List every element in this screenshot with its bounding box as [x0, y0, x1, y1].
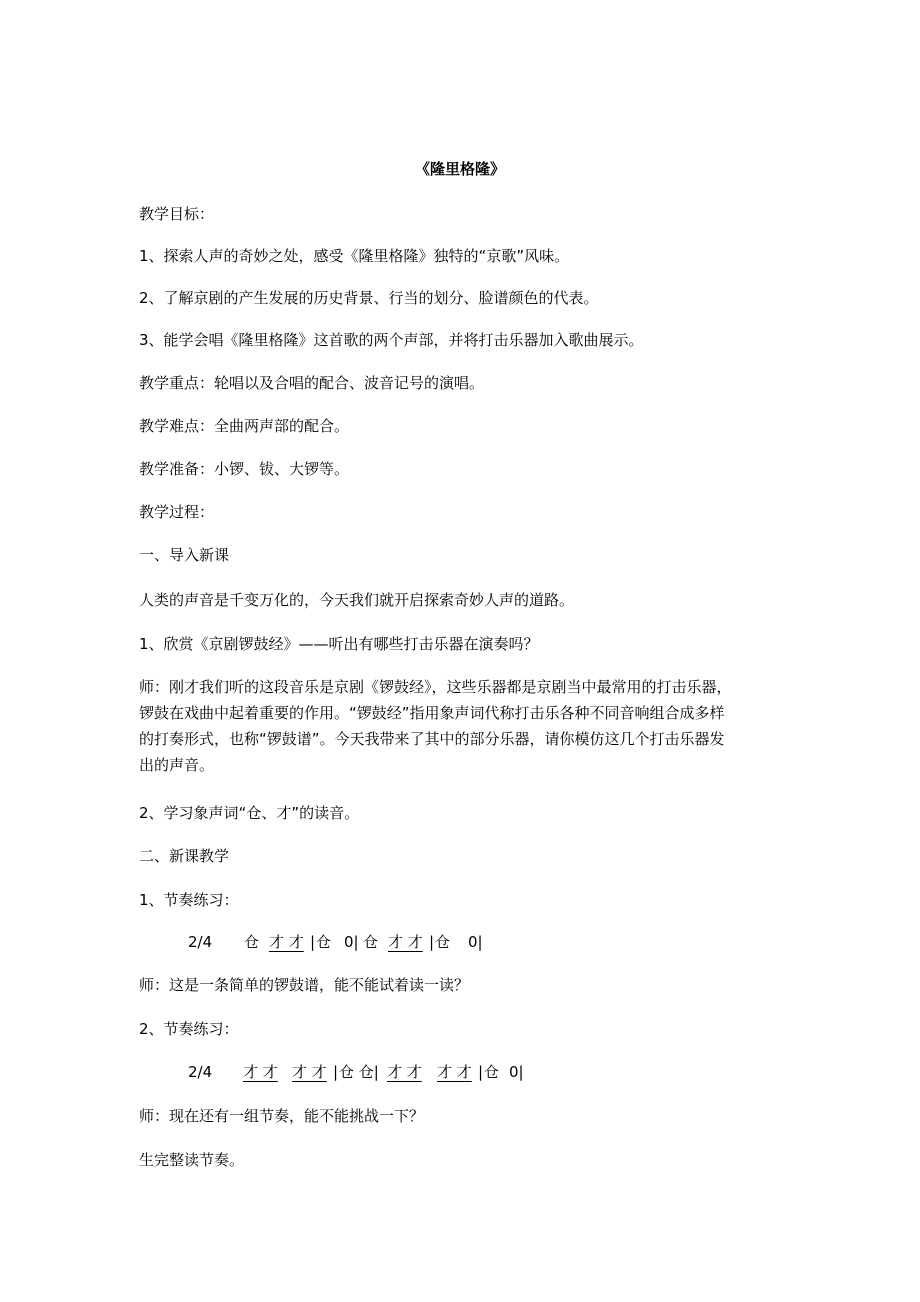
closing-line: 生完整读节奏。	[139, 1151, 245, 1169]
rhythm-syllable-underlined: 才 才	[243, 1063, 278, 1081]
rhythm-rest: 0|	[509, 1063, 524, 1081]
goal-1: 1、探索人声的奇妙之处，感受《隆里格隆》独特的“京歌”风味。	[139, 247, 570, 265]
rhythm-syllable: 仓	[363, 933, 379, 951]
goal-3: 3、能学会唱《隆里格隆》这首歌的两个声部，并将打击乐器加入歌曲展示。	[139, 331, 644, 349]
teacher-paragraph-line: 的打奏形式，也称“锣鼓谱”。今天我带来了其中的部分乐器，请你模仿这几个打击乐器发	[139, 730, 725, 748]
step-1: 1、欣赏《京剧锣鼓经》——听出有哪些打击乐器在演奏吗？	[139, 635, 539, 653]
goal-2: 2、了解京剧的产生发展的历史背景、行当的划分、脸谱颜色的代表。	[139, 289, 599, 307]
section-2-heading: 二、新课教学	[139, 847, 230, 865]
barline: |	[429, 933, 435, 951]
barline: |	[478, 1063, 484, 1081]
teacher-paragraph-line: 锣鼓在戏曲中起着重要的作用。“锣鼓经”指用象声词代称打击乐各种不同音响组合成多样	[139, 704, 725, 722]
step-2: 2、学习象声词“仓、才”的读音。	[139, 804, 360, 822]
rhythm-syllable: 仓	[244, 933, 260, 951]
key-point: 教学重点：轮唱以及合唱的配合、波音记号的演唱。	[139, 374, 485, 392]
rhythm-syllable: 仓 仓|	[339, 1063, 379, 1081]
rhythm-rest: 0|	[468, 933, 483, 951]
section-1-heading: 一、导入新课	[139, 546, 230, 564]
rhythm-syllable-underlined: 才 才	[387, 1063, 422, 1081]
intro-paragraph: 人类的声音是千变万化的，今天我们就开启探索奇妙人声的道路。	[139, 591, 575, 609]
teacher-paragraph-line: 师：刚才我们听的这段音乐是京剧《锣鼓经》，这些乐器都是京剧当中最常用的打击乐器，	[139, 678, 732, 696]
rhythm-rest: 0|	[344, 933, 359, 951]
barline: |	[310, 933, 316, 951]
rhythm-syllable-underlined: 才 才	[388, 933, 423, 951]
rhythm-2-question: 师：现在还有一组节奏，能不能挑战一下？	[139, 1107, 425, 1125]
rhythm-syllable-underlined: 才 才	[292, 1063, 327, 1081]
time-signature: 2/4	[188, 1063, 213, 1081]
preparation: 教学准备：小锣、钹、大锣等。	[139, 460, 350, 478]
rhythm-syllable: 仓	[435, 933, 451, 951]
teacher-paragraph	[139, 674, 791, 778]
rhythm-syllable: 仓	[484, 1063, 500, 1081]
rhythm-1-question: 师：这是一条简单的锣鼓谱，能不能试着读一读？	[139, 976, 470, 994]
barline: |	[333, 1063, 339, 1081]
teacher-paragraph-line: 出的声音。	[139, 756, 215, 774]
document-title: 《隆里格隆》	[414, 160, 505, 178]
rhythm-1-heading: 1、节奏练习：	[139, 891, 239, 909]
rhythm-2-heading: 2、节奏练习：	[139, 1020, 239, 1038]
rhythm-syllable-underlined: 才 才	[437, 1063, 472, 1081]
rhythm-syllable: 仓	[316, 933, 332, 951]
process-heading: 教学过程：	[139, 503, 215, 521]
difficulty: 教学难点：全曲两声部的配合。	[139, 417, 350, 435]
time-signature: 2/4	[188, 933, 213, 951]
goal-heading: 教学目标：	[139, 205, 215, 223]
rhythm-syllable-underlined: 才 才	[269, 933, 304, 951]
